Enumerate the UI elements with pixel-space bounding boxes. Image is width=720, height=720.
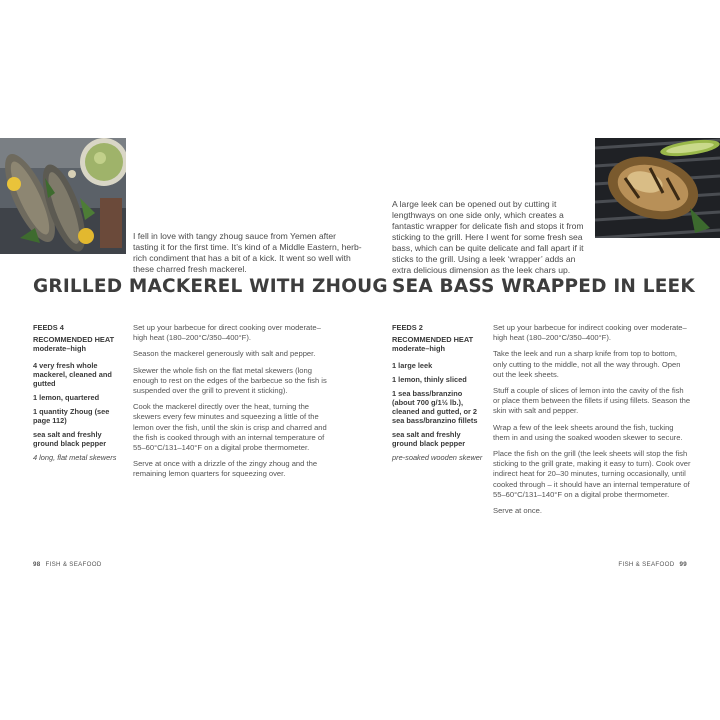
page-number: 99 <box>679 561 687 568</box>
heat-label: RECOMMENDED HEAT <box>33 335 115 344</box>
method-step: Skewer the whole fish on the flat metal skewers (long enough to rest on the edges of the barbecue so the fish is suspended over the grill to prevent it sticking). <box>133 365 327 396</box>
ingredient-item: 1 large leek <box>392 361 433 370</box>
ingredient-item: 4 very fresh whole mackerel, cleaned and gutted <box>33 361 112 388</box>
method-step: Set up your barbecue for indirect cooking over moderate–high heat (180–200°C/350–400°F). <box>493 323 687 343</box>
ingredient-item: 1 lemon, thinly sliced <box>392 375 467 384</box>
sea-bass-grill-image <box>595 138 720 238</box>
mackerel-intro: I fell in love with tangy zhoug sauce from Yemen after tasting it for the first time. It’s kind of a Middle Eastern, herb-rich condiment that has a bit of a kick. It went so well with these charred fresh mackerel. <box>133 231 362 274</box>
mackerel-photo <box>0 138 126 254</box>
equipment-note: 4 long, flat metal skewers <box>33 453 117 462</box>
sea-bass-intro: A large leek can be opened out by cutting it lengthways on one side only, which creates a fantastic wrapper for delicate fish and stops it from sticking to the grill. Here I went for some fresh sea bass, which can be quite delicate and fall apart if it sticks to the grill. Using a leek ‘wrapper’ adds an extra delicious dimension as the leek chars up. <box>392 199 584 275</box>
ingredient-item: 1 lemon, quartered <box>33 393 100 402</box>
mackerel-ingredients <box>33 323 125 462</box>
heat-value: moderate–high <box>392 344 445 353</box>
mackerel-method <box>133 323 331 486</box>
ingredient-item: sea salt and freshly ground black pepper <box>33 430 107 448</box>
sea-bass-photo <box>595 138 720 238</box>
feeds-label: FEEDS 2 <box>392 323 423 332</box>
ingredient-item: sea salt and freshly ground black pepper <box>392 430 466 448</box>
sea-bass-method <box>493 323 691 522</box>
method-step: Take the leek and run a sharp knife from top to bottom, only cutting to the middle, not all the way through. Open out the leek sheets. <box>493 349 681 379</box>
mackerel-recipe-title: GRILLED MACKEREL WITH ZHOUG <box>33 276 388 297</box>
method-step: Place the fish on the grill (the leek sheets will stop the fish sticking to the grill grate, making it easy to turn). Cook over indirect heat for 20–30 minutes, turning occasionally, until cooked through – it should have an internal temperature of 55–60°C/131–140°F on a digital probe thermometer. <box>493 449 691 499</box>
grilled-mackerel-image <box>0 138 126 254</box>
method-step: Set up your barbecue for direct cooking over moderate–high heat (180–200°C/350–400°F). <box>133 323 321 343</box>
method-step: Serve at once with a drizzle of the zingy zhoug and the remaining lemon quarters for squeezing over. <box>133 459 318 479</box>
heat-value: moderate–high <box>33 344 86 353</box>
section-name: FISH & SEAFOOD <box>618 561 675 568</box>
method-step: Cook the mackerel directly over the heat, turning the skewers every few minutes and squeezing a little of the lemon over the fish, until the skin is crisp and charred and the fish is cooked through with an internal temperature of 55–60°C/131–140°F on a digital probe thermometer. <box>133 402 327 453</box>
equipment-note: pre-soaked wooden skewer <box>392 453 483 462</box>
sea-bass-recipe-title: SEA BASS WRAPPED IN LEEK <box>392 276 695 297</box>
method-step: Season the mackerel generously with salt and pepper. <box>133 349 316 359</box>
heat-label: RECOMMENDED HEAT <box>392 335 474 344</box>
sea-bass-ingredients <box>392 323 484 462</box>
section-name: FISH & SEAFOOD <box>45 561 102 568</box>
method-step: Stuff a couple of slices of lemon into the cavity of the fish or place them between the fillets if using fillets. Season the skin with salt and pepper. <box>493 386 691 416</box>
right-page-footer <box>618 561 687 568</box>
left-page-footer <box>33 561 102 568</box>
feeds-label: FEEDS 4 <box>33 323 64 332</box>
ingredient-item: 1 sea bass/branzino (about 700 g/1½ lb.), cleaned and gutted, or 2 sea bass/branzino fillets <box>392 389 478 425</box>
method-step: Wrap a few of the leek sheets around the fish, tucking them in and using the soaked wooden skewer to secure. <box>493 422 683 442</box>
ingredient-item: 1 quantity Zhoug (see page 112) <box>33 407 110 425</box>
method-step: Serve at once. <box>493 506 542 516</box>
page-number: 98 <box>33 561 41 568</box>
